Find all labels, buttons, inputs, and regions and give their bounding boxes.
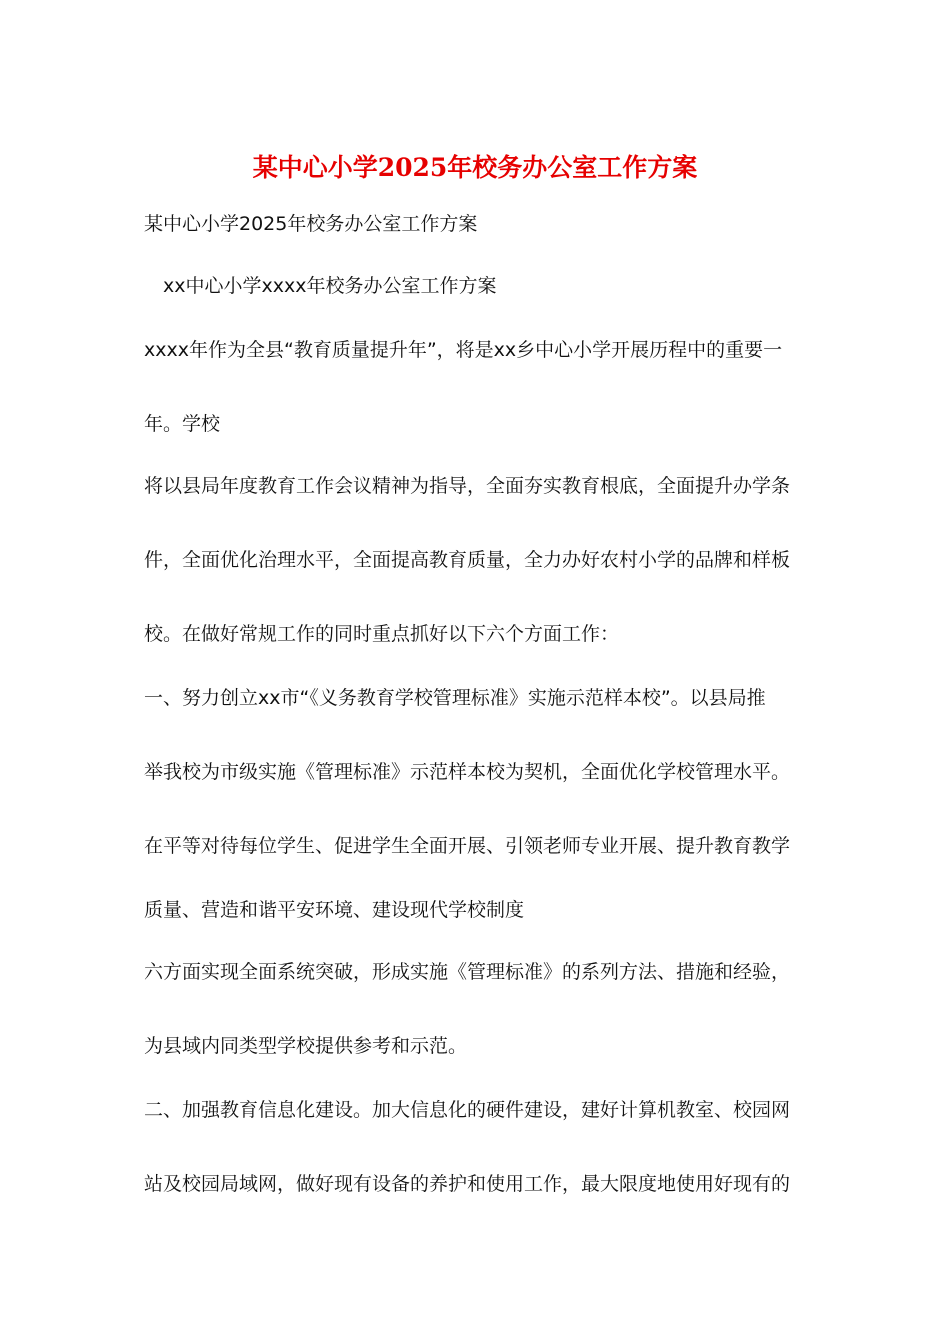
paragraph-line: 年。学校 bbox=[144, 413, 221, 435]
paragraph-line: 件，全面优化治理水平，全面提高教育质量，全力办好农村小学的品牌和样板 bbox=[144, 549, 791, 571]
paragraph-line: 为县域内同类型学校提供参考和示范。 bbox=[144, 1035, 468, 1057]
document-title: 某中心小学2025年校务办公室工作方案 bbox=[252, 153, 698, 182]
paragraph-line: 六方面实现全面系统突破，形成实施《管理标准》的系列方法、措施和经验， bbox=[144, 961, 791, 983]
paragraph-line: 将以县局年度教育工作会议精神为指导，全面夯实教育根底，全面提升办学条 bbox=[144, 475, 791, 497]
paragraph-line: 二、加强教育信息化建设。加大信息化的硬件建设，建好计算机教室、校园网 bbox=[144, 1099, 791, 1121]
paragraph-line: 举我校为市级实施《管理标准》示范样本校为契机，全面优化学校管理水平。 bbox=[144, 761, 791, 783]
heading-line: xx中心小学xxxx年校务办公室工作方案 bbox=[163, 275, 497, 297]
paragraph-line: 一、努力创立xx市“《义务教育学校管理标准》实施示范样本校”。以县局推 bbox=[144, 687, 766, 709]
paragraph-line: 在平等对待每位学生、促进学生全面开展、引领老师专业开展、提升教育教学 bbox=[144, 835, 791, 857]
subtitle-line: 某中心小学2025年校务办公室工作方案 bbox=[144, 213, 478, 235]
paragraph-line: 站及校园局域网，做好现有设备的养护和使用工作，最大限度地使用好现有的 bbox=[144, 1173, 791, 1195]
paragraph-line: 校。在做好常规工作的同时重点抓好以下六个方面工作： bbox=[144, 623, 620, 645]
paragraph-line: xxxx年作为全县“教育质量提升年”，将是xx乡中心小学开展历程中的重要一 bbox=[144, 339, 783, 361]
paragraph-line: 质量、营造和谐平安环境、建设现代学校制度 bbox=[144, 899, 525, 921]
